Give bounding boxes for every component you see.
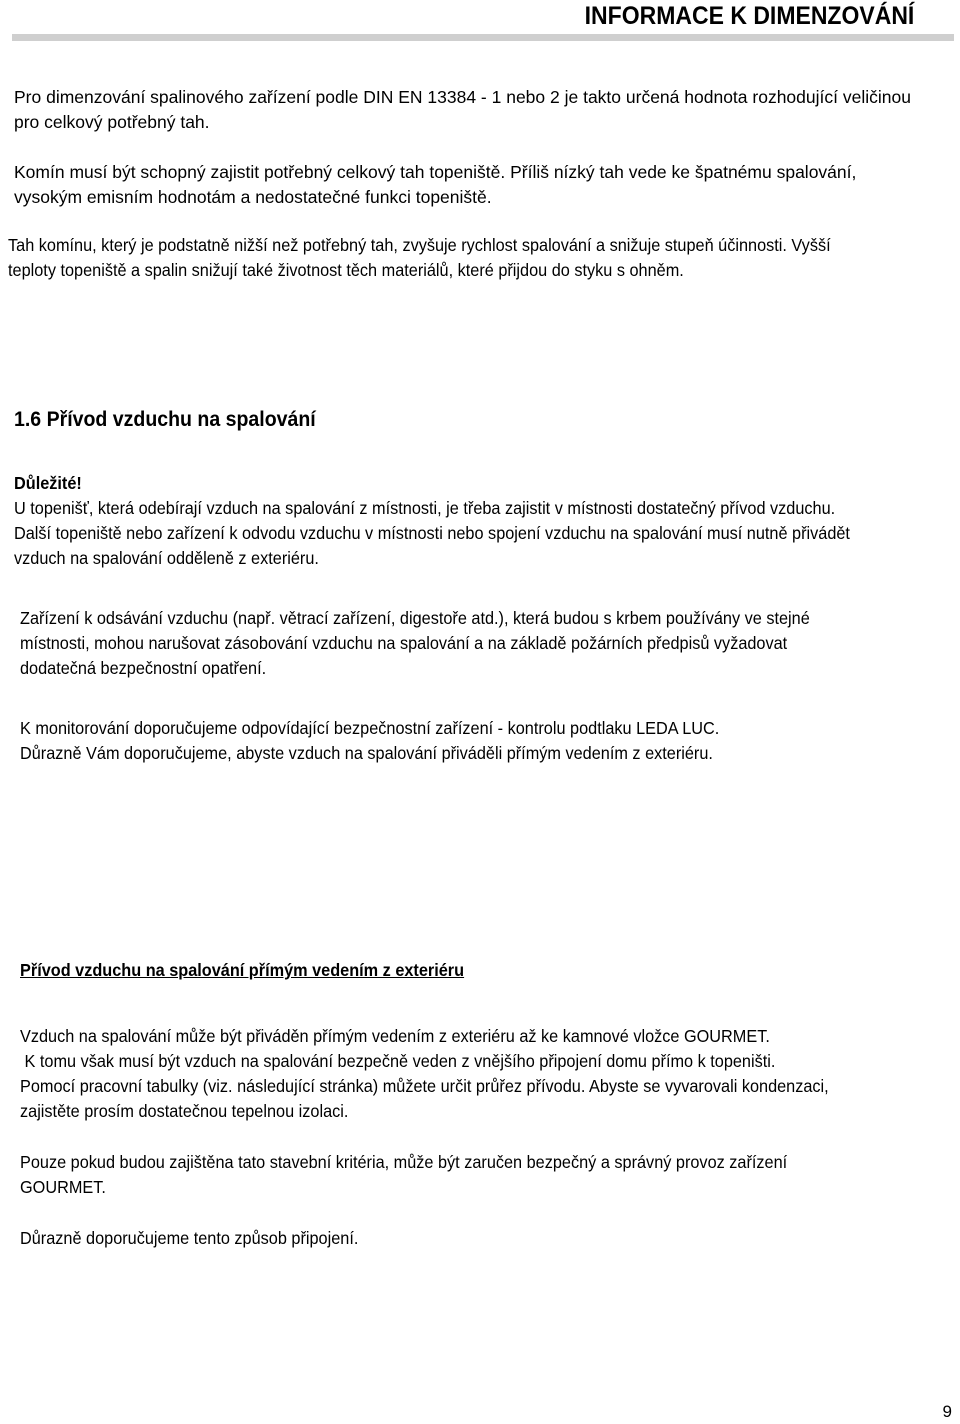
text-line: vysokým emisním hodnotám a nedostatečné funkci topeniště. bbox=[14, 187, 492, 207]
page-header-title: INFORMACE K DIMENZOVÁNÍ bbox=[584, 2, 914, 30]
text-line: zajistěte prosím dostatečnou tepelnou izolaci. bbox=[20, 1101, 349, 1121]
text-line: Zařízení k odsávání vzduchu (např. větrací zařízení, digestoře atd.), která budou s krbem používány ve stejné bbox=[20, 608, 810, 628]
text-line: Pomocí pracovní tabulky (viz. následující stránka) můžete určit průřez přívodu. Abyste se vyvarovali kondenzaci, bbox=[20, 1076, 829, 1096]
text-line: Pro dimenzování spalinového zařízení podle DIN EN 13384 - 1 nebo 2 je takto určená hodnota rozhodující veličinou bbox=[14, 87, 911, 107]
text-line: K monitorování doporučujeme odpovídající bezpečnostní zařízení - kontrolu podtlaku LEDA LUC. bbox=[20, 718, 720, 738]
devices-paragraph bbox=[20, 606, 810, 681]
text-line: teploty topeniště a spalin snižují také životnost těch materiálů, které přijdou do styku s ohněm. bbox=[8, 260, 684, 280]
intro-paragraph-3 bbox=[8, 233, 831, 283]
important-label: Důležité! bbox=[14, 473, 82, 493]
text-line: Vzduch na spalování může být přiváděn přímým vedením z exteriéru až ke kamnové vložce GOURMET. bbox=[20, 1026, 770, 1046]
text-line: Pouze pokud budou zajištěna tato stavební kritéria, může být zaručen bezpečný a správný provoz zařízení bbox=[20, 1152, 788, 1172]
text-line: dodatečná bezpečnostní opatření. bbox=[20, 658, 267, 678]
important-block bbox=[14, 471, 850, 571]
exterior-paragraph-1 bbox=[20, 1024, 829, 1124]
exterior-heading: Přívod vzduchu na spalování přímým vedením z exteriéru bbox=[20, 960, 465, 980]
text-line: Důrazně Vám doporučujeme, abyste vzduch na spalování přiváděli přímým vedením z exteriéru. bbox=[20, 743, 713, 763]
page-number: 9 bbox=[942, 1402, 952, 1421]
text-line: vzduch na spalování odděleně z exteriéru. bbox=[14, 548, 319, 568]
monitoring-paragraph bbox=[20, 716, 719, 766]
text-line: GOURMET. bbox=[20, 1177, 106, 1197]
text-line: Tah komínu, který je podstatně nižší než potřebný tah, zvyšuje rychlost spalování a snižuje stupeň účinnosti. Vyšší bbox=[8, 235, 831, 255]
text-line: Komín musí být schopný zajistit potřebný celkový tah topeniště. Příliš nízký tah vede ke špatnému spalování, bbox=[14, 162, 857, 182]
exterior-paragraph-2 bbox=[20, 1150, 787, 1200]
intro-paragraph-1 bbox=[14, 85, 911, 135]
exterior-paragraph-3: Důrazně doporučujeme tento způsob připojení. bbox=[20, 1228, 359, 1248]
section-heading: 1.6 Přívod vzduchu na spalování bbox=[14, 408, 316, 431]
intro-paragraph-2 bbox=[14, 160, 856, 210]
header-rule bbox=[12, 34, 954, 41]
text-line: místnosti, mohou narušovat zásobování vzduchu na spalování a na základě požárních předpisů vyžadovat bbox=[20, 633, 788, 653]
text-line: pro celkový potřebný tah. bbox=[14, 112, 210, 132]
text-line: Další topeniště nebo zařízení k odvodu vzduchu v místnosti nebo spojení vzduchu na spalování musí nutně přivádět bbox=[14, 523, 850, 543]
text-line: U topenišť, která odebírají vzduch na spalování z místnosti, je třeba zajistit v místnosti dostatečný přívod vzduchu. bbox=[14, 498, 836, 518]
text-line: K tomu však musí být vzduch na spalování bezpečně veden z vnějšího připojení domu přímo k topeništi. bbox=[20, 1051, 776, 1071]
